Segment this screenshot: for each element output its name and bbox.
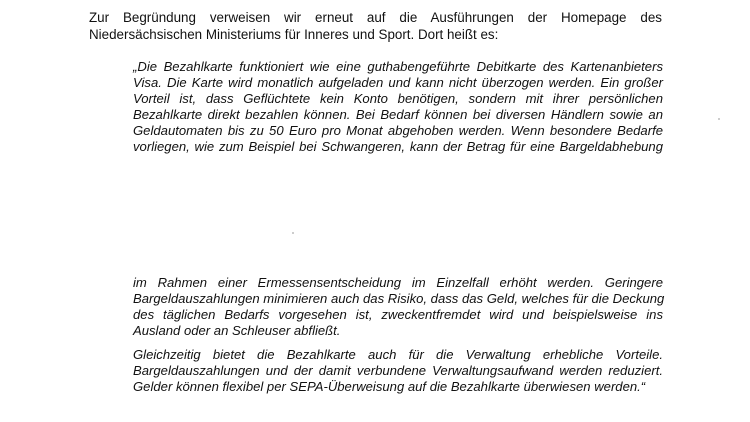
quote-line: Gelder können flexibel per SEPA-Überweisung auf die Bezahlkarte überwiesen werden.“	[133, 379, 646, 394]
quote-line: im Rahmen einer Ermessensentscheidung im Einzelfall erhöht werden. Geringere	[133, 275, 663, 290]
quote-line: Ausland oder an Schleuser abfließt.	[133, 323, 341, 338]
scan-speck	[292, 232, 294, 234]
quote-line: Vorteil ist, dass Geflüchtete kein Konto benötigen, sondern mit ihrer persönlichen	[133, 91, 663, 106]
quote-line: des täglichen Bedarfs vorgesehen ist, zweckentfremdet wird und beispielsweise ins	[133, 307, 663, 322]
quote-line: Bargeldauszahlungen minimieren auch das Risiko, dass das Geld, welches für die Deckung	[133, 291, 665, 306]
intro-line-2: Niedersächsischen Ministeriums für Inneres und Sport. Dort heißt es:	[89, 27, 499, 42]
quote-line: Bargeldauszahlungen und der damit verbundene Verwaltungsaufwand werden reduziert.	[133, 363, 663, 378]
quote-paragraph-3	[133, 347, 663, 395]
quote-line: vorliegen, wie zum Beispiel bei Schwangeren, kann der Betrag für eine Bargeldabhebung	[133, 139, 663, 154]
scan-speck	[718, 118, 720, 120]
quote-line: Visa. Die Karte wird monatlich aufgeladen und kann nicht überzogen werden. Ein großer	[133, 75, 663, 90]
intro-paragraph	[89, 9, 662, 43]
quote-line: Gleichzeitig bietet die Bezahlkarte auch für die Verwaltung erhebliche Vorteile.	[133, 347, 663, 362]
quote-line: „Die Bezahlkarte funktioniert wie eine guthabengeführte Debitkarte des Kartenanbieters	[133, 59, 663, 74]
quote-line: Geldautomaten bis zu 50 Euro pro Monat abgehoben werden. Wenn besondere Bedarfe	[133, 123, 663, 138]
quote-paragraph-1	[133, 59, 663, 155]
quote-paragraph-2	[133, 275, 663, 339]
intro-line-1: Zur Begründung verweisen wir erneut auf die Ausführungen der Homepage des	[89, 10, 662, 25]
quote-line: Bezahlkarte direkt bezahlen können. Bei Bedarf können bei diversen Händlern sowie an	[133, 107, 663, 122]
